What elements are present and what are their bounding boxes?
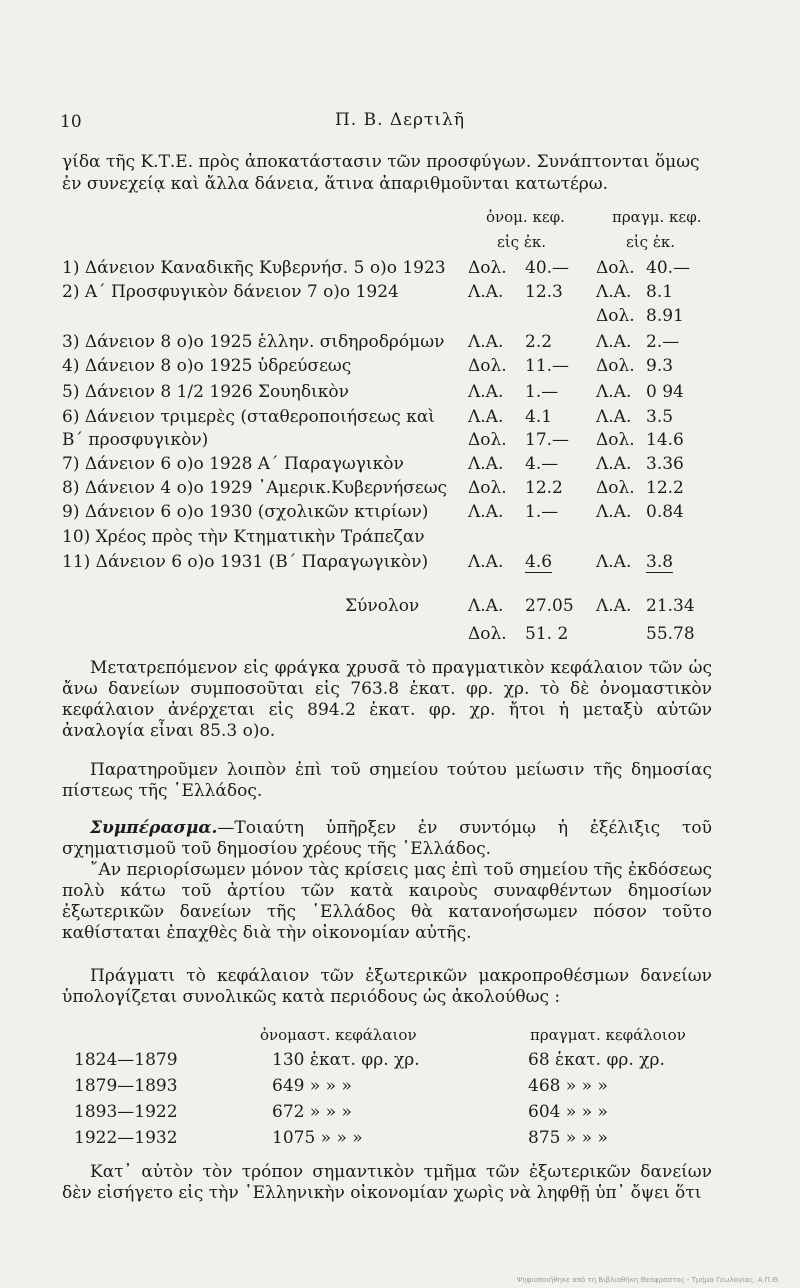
loan-nominal-value: 12.2 — [525, 478, 563, 498]
loan-nominal-value: 2.2 — [525, 332, 553, 352]
period-nominal: 1075 » » » — [272, 1128, 363, 1148]
loan-real-currency: Λ.Α. — [596, 454, 632, 474]
loan-real-currency: Λ.Α. — [596, 502, 632, 522]
page-number: 10 — [60, 112, 82, 132]
loan-real-currency: Λ.Α. — [596, 407, 632, 427]
loan-label: Β΄ προσφυγικὸν) — [62, 430, 209, 450]
period-real: 468 » » » — [528, 1076, 608, 1096]
loan-nominal-currency: Δολ. — [468, 478, 507, 498]
digitization-footer: Ψηφιοποιήθηκε από τη Βιβλιοθήκη Θεόφραστος - Τμήμα Γεωλογίας. Α.Π.Θ. — [516, 1276, 780, 1284]
period-range: 1893—1922 — [74, 1102, 178, 1122]
period-header-nominal: ὀνομαστ. κεφάλαιον — [260, 1026, 417, 1044]
loan-real-value: 3.8 — [646, 552, 674, 572]
loan-real-value: 12.2 — [646, 478, 684, 498]
loan-label: 8) Δάνειον 4 ο)ο 1929 ᾿Αμερικ.Κυβερνήσεως — [62, 478, 448, 498]
intro-line-2: ἐν συνεχείᾳ καὶ ἄλλα δάνεια, ἅτινα ἀπαριθμοῦνται κατωτέρω. — [62, 174, 609, 194]
paragraph-restriction: ῎Αν περιορίσωμεν μόνον τὰς κρίσεις μας ἐπὶ τοῦ σημείου τῆς ἐκδόσεως πολὺ κάτω τοῦ ἀρτίου τῶν κατὰ καιροὺς συναφθέντων δημοσίων ἐξωτερικῶν δανείων τῆς ῾Ελλάδος θὰ κατανοήσωμεν πόσον τοῦτο καθίσταται ἐπαχθὲς διὰ τὴν οἰκονομίαν αὐτῆς. — [62, 860, 712, 943]
loan-real-currency: Λ.Α. — [596, 332, 632, 352]
loan-label: 5) Δάνειον 8 1/2 1926 Σουηδικὸν — [62, 382, 349, 402]
loan-real-currency: Λ.Α. — [596, 382, 632, 402]
header-real-unit: εἰς ἐκ. — [626, 233, 676, 251]
loan-real-currency: Δολ. — [596, 430, 635, 450]
loan-nominal-currency: Λ.Α. — [468, 502, 504, 522]
loan-nominal-currency: Λ.Α. — [468, 282, 504, 302]
loan-nominal-currency: Λ.Α. — [468, 454, 504, 474]
loan-nominal-currency: Δολ. — [468, 356, 507, 376]
loan-nominal-value: 4.6 — [525, 552, 553, 572]
loan-label: 2) Α΄ Προσφυγικὸν δάνειον 7 ο)ο 1924 — [62, 282, 399, 302]
loan-nominal-value: 40.— — [525, 258, 570, 278]
loan-real-value: 0.84 — [646, 502, 684, 522]
header-real-capital: πραγμ. κεφ. — [612, 208, 702, 226]
header-nominal-unit: εἰς ἐκ. — [497, 233, 547, 251]
loan-real-currency: Λ.Α. — [596, 282, 632, 302]
total-row-2-real-value: 55.78 — [646, 624, 695, 644]
loan-label: 10) Χρέος πρὸς τὴν Κτηματικὴν Τράπεζαν — [62, 527, 425, 547]
loan-real-value: 9.3 — [646, 356, 674, 376]
loan-nominal-value: 17.— — [525, 430, 570, 450]
loan-nominal-currency: Δολ. — [468, 430, 507, 450]
loan-label: 4) Δάνειον 8 ο)ο 1925 ὑδρεύσεως — [62, 356, 352, 376]
period-header-real: πραγματ. κεφάλοιον — [530, 1026, 686, 1044]
period-nominal: 649 » » » — [272, 1076, 352, 1096]
total-row-1-real-currency: Λ.Α. — [596, 596, 632, 616]
period-range: 1879—1893 — [74, 1076, 178, 1096]
loan-nominal-currency: Λ.Α. — [468, 382, 504, 402]
loan-real-value: 14.6 — [646, 430, 684, 450]
loan-real-value: 0 94 — [646, 382, 684, 402]
loan-nominal-value: 1.— — [525, 502, 559, 522]
period-real: 875 » » » — [528, 1128, 608, 1148]
loan-real-value: 8.91 — [646, 306, 684, 326]
loan-nominal-value: 4.1 — [525, 407, 553, 427]
loan-real-currency: Δολ. — [596, 478, 635, 498]
total-row-2-nominal-value: 51. 2 — [525, 624, 569, 644]
total-label: Σύνολον — [345, 596, 420, 616]
total-row-1-real-value: 21.34 — [646, 596, 695, 616]
loan-nominal-currency: Λ.Α. — [468, 552, 504, 572]
period-range: 1922—1932 — [74, 1128, 178, 1148]
total-row-2-nominal-currency: Δολ. — [468, 624, 507, 644]
paragraph-conversion: Μετατρεπόμενον εἰς φράγκα χρυσᾶ τὸ πραγματικὸν κεφάλαιον τῶν ὡς ἄνω δανείων συμποσοῦται εἰς 763.8 ἑκατ. φρ. χρ. τὸ δὲ ὀνομαστικὸν κεφάλαιον ἀνέρχεται εἰς 894.2 ἑκατ. φρ. χρ. ἤτοι ἡ μεταξὺ αὐτῶν ἀναλογία εἶναι 85.3 ο)ο. — [62, 658, 712, 741]
loan-nominal-value: 1.— — [525, 382, 559, 402]
loan-real-currency: Δολ. — [596, 306, 635, 326]
loan-real-value: 8.1 — [646, 282, 674, 302]
loan-nominal-currency: Λ.Α. — [468, 332, 504, 352]
loan-real-value: 40.— — [646, 258, 691, 278]
total-row-1-nominal-currency: Λ.Α. — [468, 596, 504, 616]
intro-line-1: γίδα τῆς Κ.Τ.Ε. πρὸς ἀποκατάστασιν τῶν προσφύγων. Συνάπτονται ὅμως — [62, 152, 700, 172]
loan-real-currency: Λ.Α. — [596, 552, 632, 572]
loan-label: 1) Δάνειον Καναδικῆς Κυβερνήσ. 5 ο)ο 1923 — [62, 258, 446, 278]
loan-real-value: 3.5 — [646, 407, 674, 427]
loan-nominal-value: 12.3 — [525, 282, 563, 302]
period-nominal: 130 ἑκατ. φρ. χρ. — [272, 1050, 420, 1070]
paragraph-final: Κατ᾿ αὐτὸν τὸν τρόπον σημαντικὸν τμῆμα τῶν ἐξωτερικῶν δανείων δὲν εἰσήγετο εἰς τὴν ῾Ελληνικὴν οἰκονομίαν χωρὶς νὰ ληφθῇ ὑπ᾿ ὄψει ὅτι — [62, 1162, 712, 1203]
paragraph-conclusion — [62, 818, 712, 860]
header-nominal-capital: ὀνομ. κεφ. — [486, 208, 565, 226]
running-head: Π. Β. Δερτιλῆ — [334, 110, 466, 130]
loan-nominal-value: 11.— — [525, 356, 570, 376]
total-row-1-nominal-value: 27.05 — [525, 596, 574, 616]
loan-label: 7) Δάνειον 6 ο)ο 1928 Α΄ Παραγωγικὸν — [62, 454, 404, 474]
loan-nominal-currency: Λ.Α. — [468, 407, 504, 427]
conclusion-text: —Τοιαύτη ὑπῆρξεν ἐν συντόμῳ ἡ ἐξέλιξις τοῦ σχηματισμοῦ τοῦ δημοσίου χρέους τῆς ῾Ελλάδος. — [62, 818, 712, 859]
loan-real-currency: Δολ. — [596, 356, 635, 376]
loan-nominal-value: 4.— — [525, 454, 559, 474]
loan-real-value: 3.36 — [646, 454, 684, 474]
period-range: 1824—1879 — [74, 1050, 178, 1070]
period-real: 604 » » » — [528, 1102, 608, 1122]
paragraph-capital-intro: Πράγματι τὸ κεφάλαιον τῶν ἐξωτερικῶν μακροπροθέσμων δανείων ὑπολογίζεται συνολικῶς κατὰ περιόδους ὡς ἀκολούθως : — [62, 966, 712, 1007]
paragraph-observation: Παρατηροῦμεν λοιπὸν ἐπὶ τοῦ σημείου τούτου μείωσιν τῆς δημοσίας πίστεως τῆς ῾Ελλάδος. — [62, 760, 712, 801]
period-real: 68 ἑκατ. φρ. χρ. — [528, 1050, 665, 1070]
loan-label: 9) Δάνειον 6 ο)ο 1930 (σχολικῶν κτιρίων) — [62, 502, 429, 522]
loan-label: 3) Δάνειον 8 ο)ο 1925 ἑλλην. σιδηροδρόμων — [62, 332, 445, 352]
loan-real-value: 2.— — [646, 332, 680, 352]
loan-label: 6) Δάνειον τριμερὲς (σταθεροποιήσεως καὶ — [62, 407, 435, 427]
loan-label: 11) Δάνειον 6 ο)ο 1931 (Β΄ Παραγωγικὸν) — [62, 552, 429, 572]
loan-nominal-currency: Δολ. — [468, 258, 507, 278]
period-nominal: 672 » » » — [272, 1102, 352, 1122]
conclusion-heading: Συμπέρασμα. — [90, 818, 218, 838]
loan-real-currency: Δολ. — [596, 258, 635, 278]
